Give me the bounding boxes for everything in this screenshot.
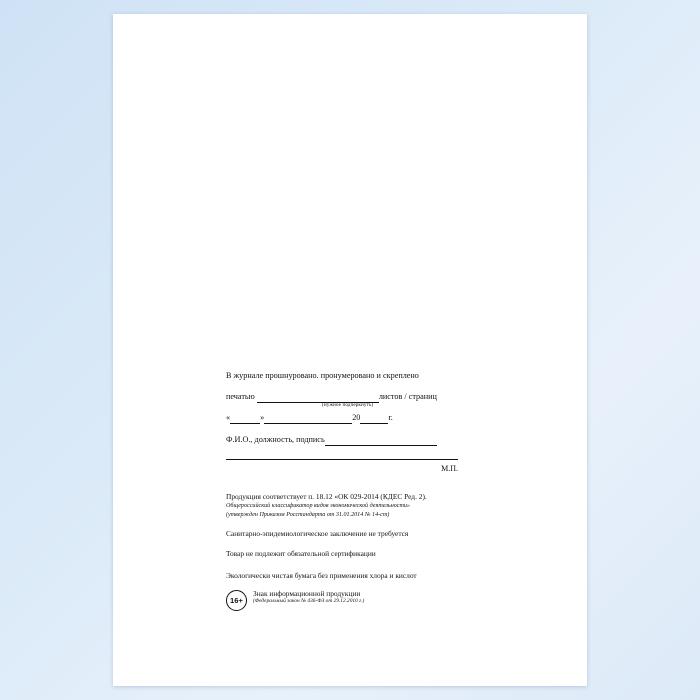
date-row bbox=[226, 412, 486, 424]
signature-line-second[interactable] bbox=[226, 450, 458, 460]
date-year: 20 bbox=[352, 412, 361, 422]
age-rating-icon: 16+ bbox=[226, 590, 247, 611]
journal-block bbox=[226, 370, 486, 473]
date-day-line[interactable] bbox=[230, 414, 260, 424]
cert-line-3: (утвержден Приказом Росстандарта от 31.01.2014 № 14-ст) bbox=[226, 511, 390, 518]
cert-line-1: Продукция соответствует п. 18.12 «ОК 029-2014 (КДЕС Ред. 2). bbox=[226, 491, 427, 501]
cert-line-5: Товар не подлежит обязательной сертификации bbox=[226, 549, 376, 559]
age-mark-block bbox=[226, 589, 486, 611]
date-quote-close: » bbox=[260, 412, 265, 422]
signature-row bbox=[226, 434, 486, 446]
signature-label: Ф.И.О., должность, подпись bbox=[226, 434, 325, 444]
date-year-line[interactable] bbox=[360, 414, 388, 424]
seal-note: (нужное подчеркнуть) bbox=[322, 401, 374, 408]
document-content bbox=[226, 370, 486, 611]
age-mark-texts bbox=[253, 589, 364, 606]
seal-place-mark: М.П. bbox=[441, 463, 458, 473]
age-mark-title: Знак информационной продукции bbox=[253, 588, 361, 598]
cert-line-6: Экологически чистая бумага без применения хлора и кислот bbox=[226, 570, 417, 580]
date-suffix: г. bbox=[388, 412, 393, 422]
seal-suffix: листов / страниц bbox=[378, 391, 437, 401]
age-mark-subtitle: (Федеральный закон № 436-ФЗ от 29.12.2010 г.) bbox=[253, 598, 365, 605]
seal-label: печатью bbox=[226, 391, 255, 401]
cert-line-4: Санитарно-эпидемиологическое заключение не требуется bbox=[226, 529, 409, 539]
certification-block bbox=[226, 491, 486, 581]
signature-line[interactable] bbox=[325, 436, 437, 446]
date-month-line[interactable] bbox=[264, 414, 352, 424]
journal-statement: В журнале прошнуровано. пронумеровано и скреплено bbox=[226, 371, 419, 380]
document-page bbox=[113, 14, 587, 686]
date-quote-open: « bbox=[226, 412, 231, 422]
cert-line-2: Общероссийский классификатор видов экономической деятельности» bbox=[226, 502, 410, 509]
